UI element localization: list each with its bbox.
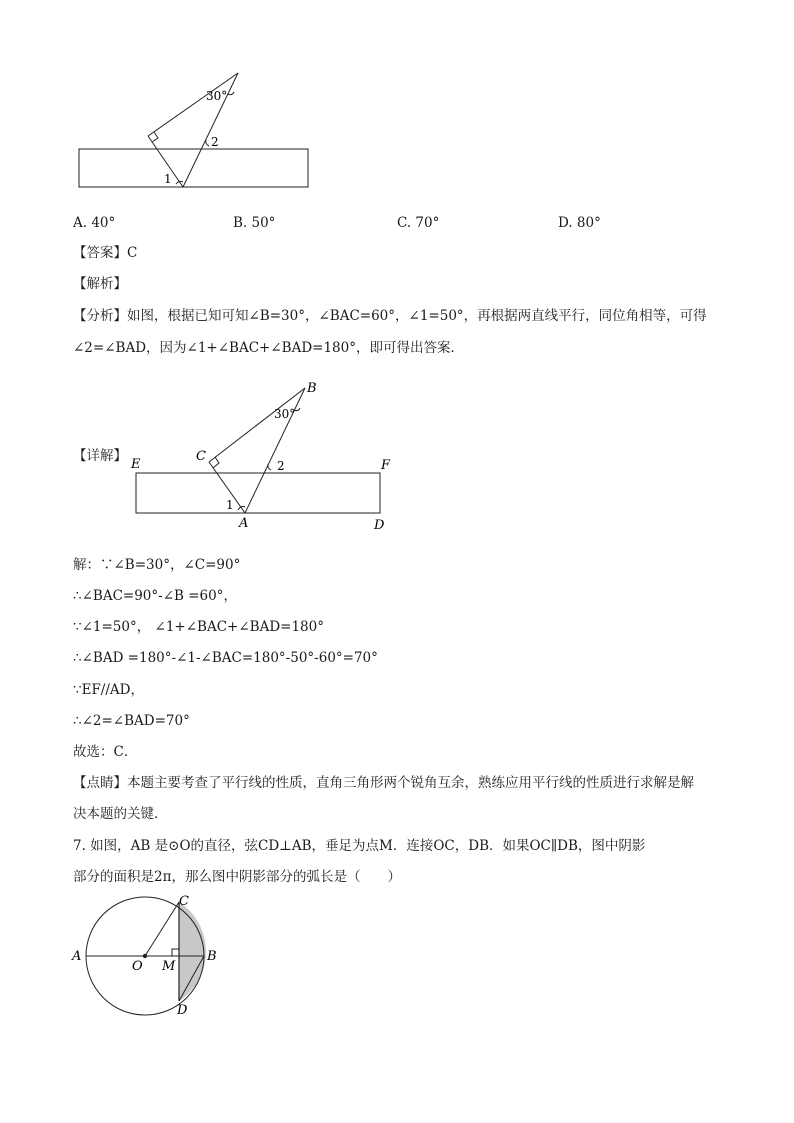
- answer-line: [73, 243, 137, 263]
- fenxi-text-1: 如图，根据已知可知∠B=30°，∠BAC=60°，∠1=50°，再根据两直线平行，同位角相等，可得: [127, 308, 707, 324]
- solution-line-7: 故选：C．: [73, 744, 138, 760]
- figure-2: [125, 376, 400, 536]
- analysis-heading: 【解析】: [73, 276, 127, 292]
- shaded-region: [179, 902, 206, 1001]
- label-angle-1-fig2: 1: [226, 498, 234, 512]
- right-angle-mark-3: [172, 949, 179, 956]
- label-point-e: E: [131, 457, 141, 472]
- label-angle-2-fig2: 2: [277, 459, 285, 473]
- dianjing-line-2: 决本题的关键．: [73, 806, 168, 822]
- parallel-strip: [79, 149, 308, 187]
- label-point-d: D: [374, 518, 385, 533]
- label-30-degrees: 30°: [206, 89, 228, 103]
- option-a[interactable]: A. 40°: [73, 215, 116, 231]
- option-d[interactable]: D. 80°: [558, 215, 601, 231]
- label-point-m: M: [162, 959, 176, 974]
- label-30-degrees-2: 30°: [274, 407, 296, 421]
- angle-arc-2: [206, 140, 209, 146]
- solution-line-1: 解：∵∠B=30°，∠C=90°: [73, 557, 241, 573]
- label-point-d-3: D: [177, 1003, 188, 1018]
- label-point-b: B: [307, 381, 317, 396]
- label-angle-2: 2: [211, 135, 219, 149]
- solution-line-5: ∵EF//AD，: [73, 682, 144, 698]
- label-point-o: O: [132, 959, 143, 974]
- label-point-a: A: [239, 516, 249, 531]
- detail-tag: 【详解】: [73, 448, 127, 464]
- dianjing-tag: 【点睛】: [73, 775, 127, 791]
- dianjing-line-1: [73, 773, 694, 793]
- label-angle-1: 1: [164, 172, 172, 186]
- figure-3: [66, 890, 226, 1020]
- triangle-side-cb: [148, 73, 238, 136]
- label-point-c-3: C: [179, 894, 189, 909]
- fenxi-line-1: [73, 306, 707, 326]
- answer-tag: 【答案】: [73, 245, 127, 261]
- answer-value: C: [127, 245, 138, 261]
- fenxi-line-2: ∠2=∠BAD，因为∠1+∠BAC+∠BAD=180°，即可得出答案．: [73, 340, 464, 356]
- dianjing-text-1: 本题主要考查了平行线的性质，直角三角形两个锐角互余，熟练应用平行线的性质进行求解是解: [127, 775, 694, 791]
- right-angle-mark: [152, 132, 158, 142]
- option-b[interactable]: B. 50°: [233, 215, 276, 231]
- angle-arc-2-2: [268, 464, 271, 470]
- label-point-b-3: B: [207, 949, 217, 964]
- question-7-line-2: 部分的面积是2π，那么图中阴影部分的弧长是（ ）: [73, 869, 401, 885]
- solution-line-2: ∴∠BAC=90°-∠B =60°，: [73, 588, 237, 604]
- solution-line-6: ∴∠2=∠BAD=70°: [73, 713, 190, 729]
- triangle-side-cb-2: [209, 388, 305, 462]
- fenxi-tag: 【分析】: [73, 308, 127, 324]
- option-c[interactable]: C. 70°: [397, 215, 440, 231]
- label-point-f: F: [381, 458, 391, 473]
- solution-line-3: ∵∠1=50°， ∠1+∠BAC+∠BAD=180°: [73, 619, 324, 635]
- question-7-line-1: 7. 如图，AB 是⊙O的直径，弦CD⊥AB，垂足为点M．连接OC，DB．如果OC∥DB，图中阴影: [73, 838, 646, 854]
- center-point: [143, 954, 147, 958]
- label-point-c: C: [196, 449, 206, 464]
- figure-1: [70, 66, 320, 196]
- label-point-a-3: A: [72, 949, 82, 964]
- segment-oc: [145, 902, 179, 956]
- parallel-strip-2: [136, 473, 380, 513]
- solution-line-4: ∴∠BAD =180°-∠1-∠BAC=180°-50°-60°=70°: [73, 650, 378, 666]
